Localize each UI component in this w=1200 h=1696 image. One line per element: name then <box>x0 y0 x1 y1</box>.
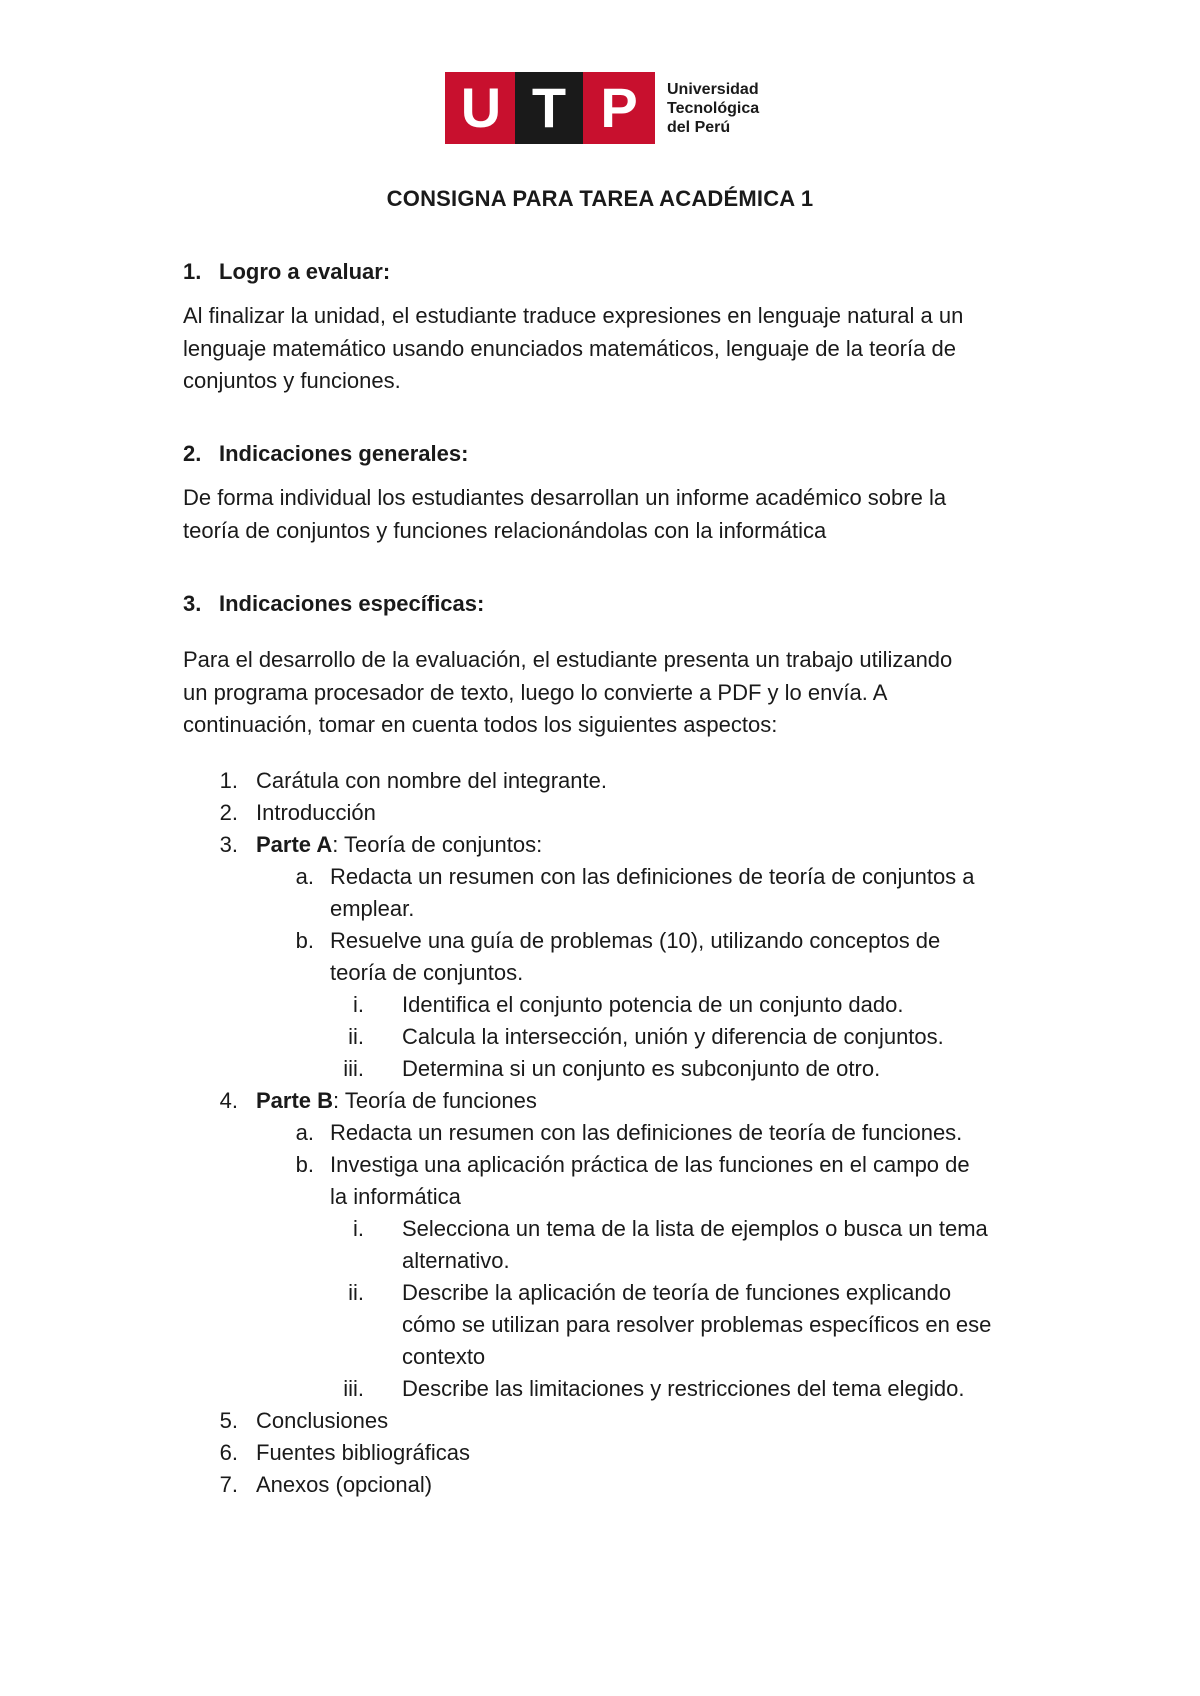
roman-marker: ii. <box>348 1024 364 1049</box>
section-title: Indicaciones específicas: <box>219 591 485 616</box>
list-marker: 3. <box>219 832 238 857</box>
section-3-heading <box>183 591 484 617</box>
parte-a-label: Parte A <box>256 832 333 857</box>
sublist-marker: a. <box>295 864 314 889</box>
logo-letter-t: T <box>531 76 567 139</box>
list-marker: 7. <box>219 1472 238 1497</box>
body-line: teoría de conjuntos y funciones relacionándolas con la informática <box>183 517 827 543</box>
roman-item-line: Describe las limitaciones y restricciones del tema elegido. <box>402 1376 965 1401</box>
list-marker: 6. <box>219 1440 238 1465</box>
parte-b-text: : Teoría de funciones <box>333 1088 537 1113</box>
body-line: Al finalizar la unidad, el estudiante traduce expresiones en lenguaje natural a un <box>183 303 964 328</box>
sublist-item-line: Redacta un resumen con las definiciones de teoría de funciones. <box>330 1120 963 1145</box>
logo-wordmark <box>667 80 759 137</box>
utp-logo <box>445 72 759 144</box>
roman-marker: i. <box>353 1216 364 1241</box>
list-item-fuentes: Fuentes bibliográficas <box>256 1440 471 1465</box>
sublist-item-line: teoría de conjuntos. <box>330 960 524 985</box>
body-line: Para el desarrollo de la evaluación, el estudiante presenta un trabajo utilizando <box>183 647 953 672</box>
roman-item-line: alternativo. <box>402 1248 510 1273</box>
sublist-item-line: la informática <box>330 1184 461 1209</box>
section-title: Indicaciones generales: <box>219 441 469 466</box>
list-marker: 1. <box>219 768 238 793</box>
section-number: 3. <box>183 591 202 616</box>
body-line: continuación, tomar en cuenta todos los siguientes aspectos: <box>183 712 778 737</box>
sublist-item-line: Resuelve una guía de problemas (10), utilizando conceptos de <box>330 928 941 953</box>
body-line: conjuntos y funciones. <box>183 368 401 393</box>
roman-item-line: Calcula la intersección, unión y diferencia de conjuntos. <box>402 1024 944 1049</box>
list-marker: 5. <box>219 1408 238 1433</box>
sublist-marker: a. <box>295 1120 314 1145</box>
list-item-introduccion: Introducción <box>256 800 376 825</box>
logo-line-1: Universidad <box>667 80 759 98</box>
body-line: lenguaje matemático usando enunciados matemáticos, lenguaje de la teoría de <box>183 335 956 361</box>
body-line: De forma individual los estudiantes desarrollan un informe académico sobre la <box>183 485 947 510</box>
list-item-caratula: Carátula con nombre del integrante. <box>256 768 607 793</box>
section-2-body <box>183 482 1053 547</box>
roman-marker: iii. <box>343 1376 364 1401</box>
roman-item-line: Selecciona un tema de la lista de ejemplos o busca un tema <box>402 1216 988 1241</box>
sublist-item-line: Redacta un resumen con las definiciones de teoría de conjuntos a <box>330 864 975 889</box>
roman-marker: ii. <box>348 1280 364 1305</box>
section-number: 1. <box>183 259 202 284</box>
section-1-heading <box>183 259 390 285</box>
list-marker: 2. <box>219 800 238 825</box>
roman-item-line: contexto <box>402 1344 486 1369</box>
parte-b-label: Parte B <box>256 1088 334 1113</box>
sublist-item-line: Investiga una aplicación práctica de las funciones en el campo de <box>330 1152 970 1177</box>
roman-item-line: Identifica el conjunto potencia de un conjunto dado. <box>402 992 904 1017</box>
utp-logo-mark <box>445 72 655 144</box>
section-3-body <box>183 644 1053 742</box>
section-1-body <box>183 300 1053 398</box>
list-item-parte-a <box>256 832 542 858</box>
sublist-item-line: emplear. <box>330 896 415 921</box>
section-number: 2. <box>183 441 202 466</box>
roman-item-line: Determina si un conjunto es subconjunto de otro. <box>402 1056 881 1081</box>
list-item-conclusiones: Conclusiones <box>256 1408 389 1433</box>
roman-marker: i. <box>353 992 364 1017</box>
section-title: Logro a evaluar: <box>219 259 391 284</box>
page-title: CONSIGNA PARA TAREA ACADÉMICA 1 <box>386 186 814 211</box>
logo-line-2: Tecnológica <box>667 99 760 117</box>
list-marker: 4. <box>219 1088 238 1113</box>
logo-letter-u: U <box>460 76 502 139</box>
section-2-heading <box>183 441 468 467</box>
roman-marker: iii. <box>343 1056 364 1081</box>
list-item-parte-b <box>256 1088 537 1114</box>
sublist-marker: b. <box>295 1152 314 1177</box>
roman-item-line: cómo se utilizan para resolver problemas específicos en ese <box>402 1312 992 1337</box>
roman-item-line: Describe la aplicación de teoría de funciones explicando <box>402 1280 952 1305</box>
logo-letter-p: P <box>600 76 638 139</box>
parte-a-text: : Teoría de conjuntos: <box>332 832 543 857</box>
list-item-anexos: Anexos (opcional) <box>256 1472 433 1497</box>
body-line: un programa procesador de texto, luego lo convierte a PDF y lo envía. A <box>183 679 888 705</box>
sublist-marker: b. <box>295 928 314 953</box>
logo-line-3: del Perú <box>667 118 731 136</box>
